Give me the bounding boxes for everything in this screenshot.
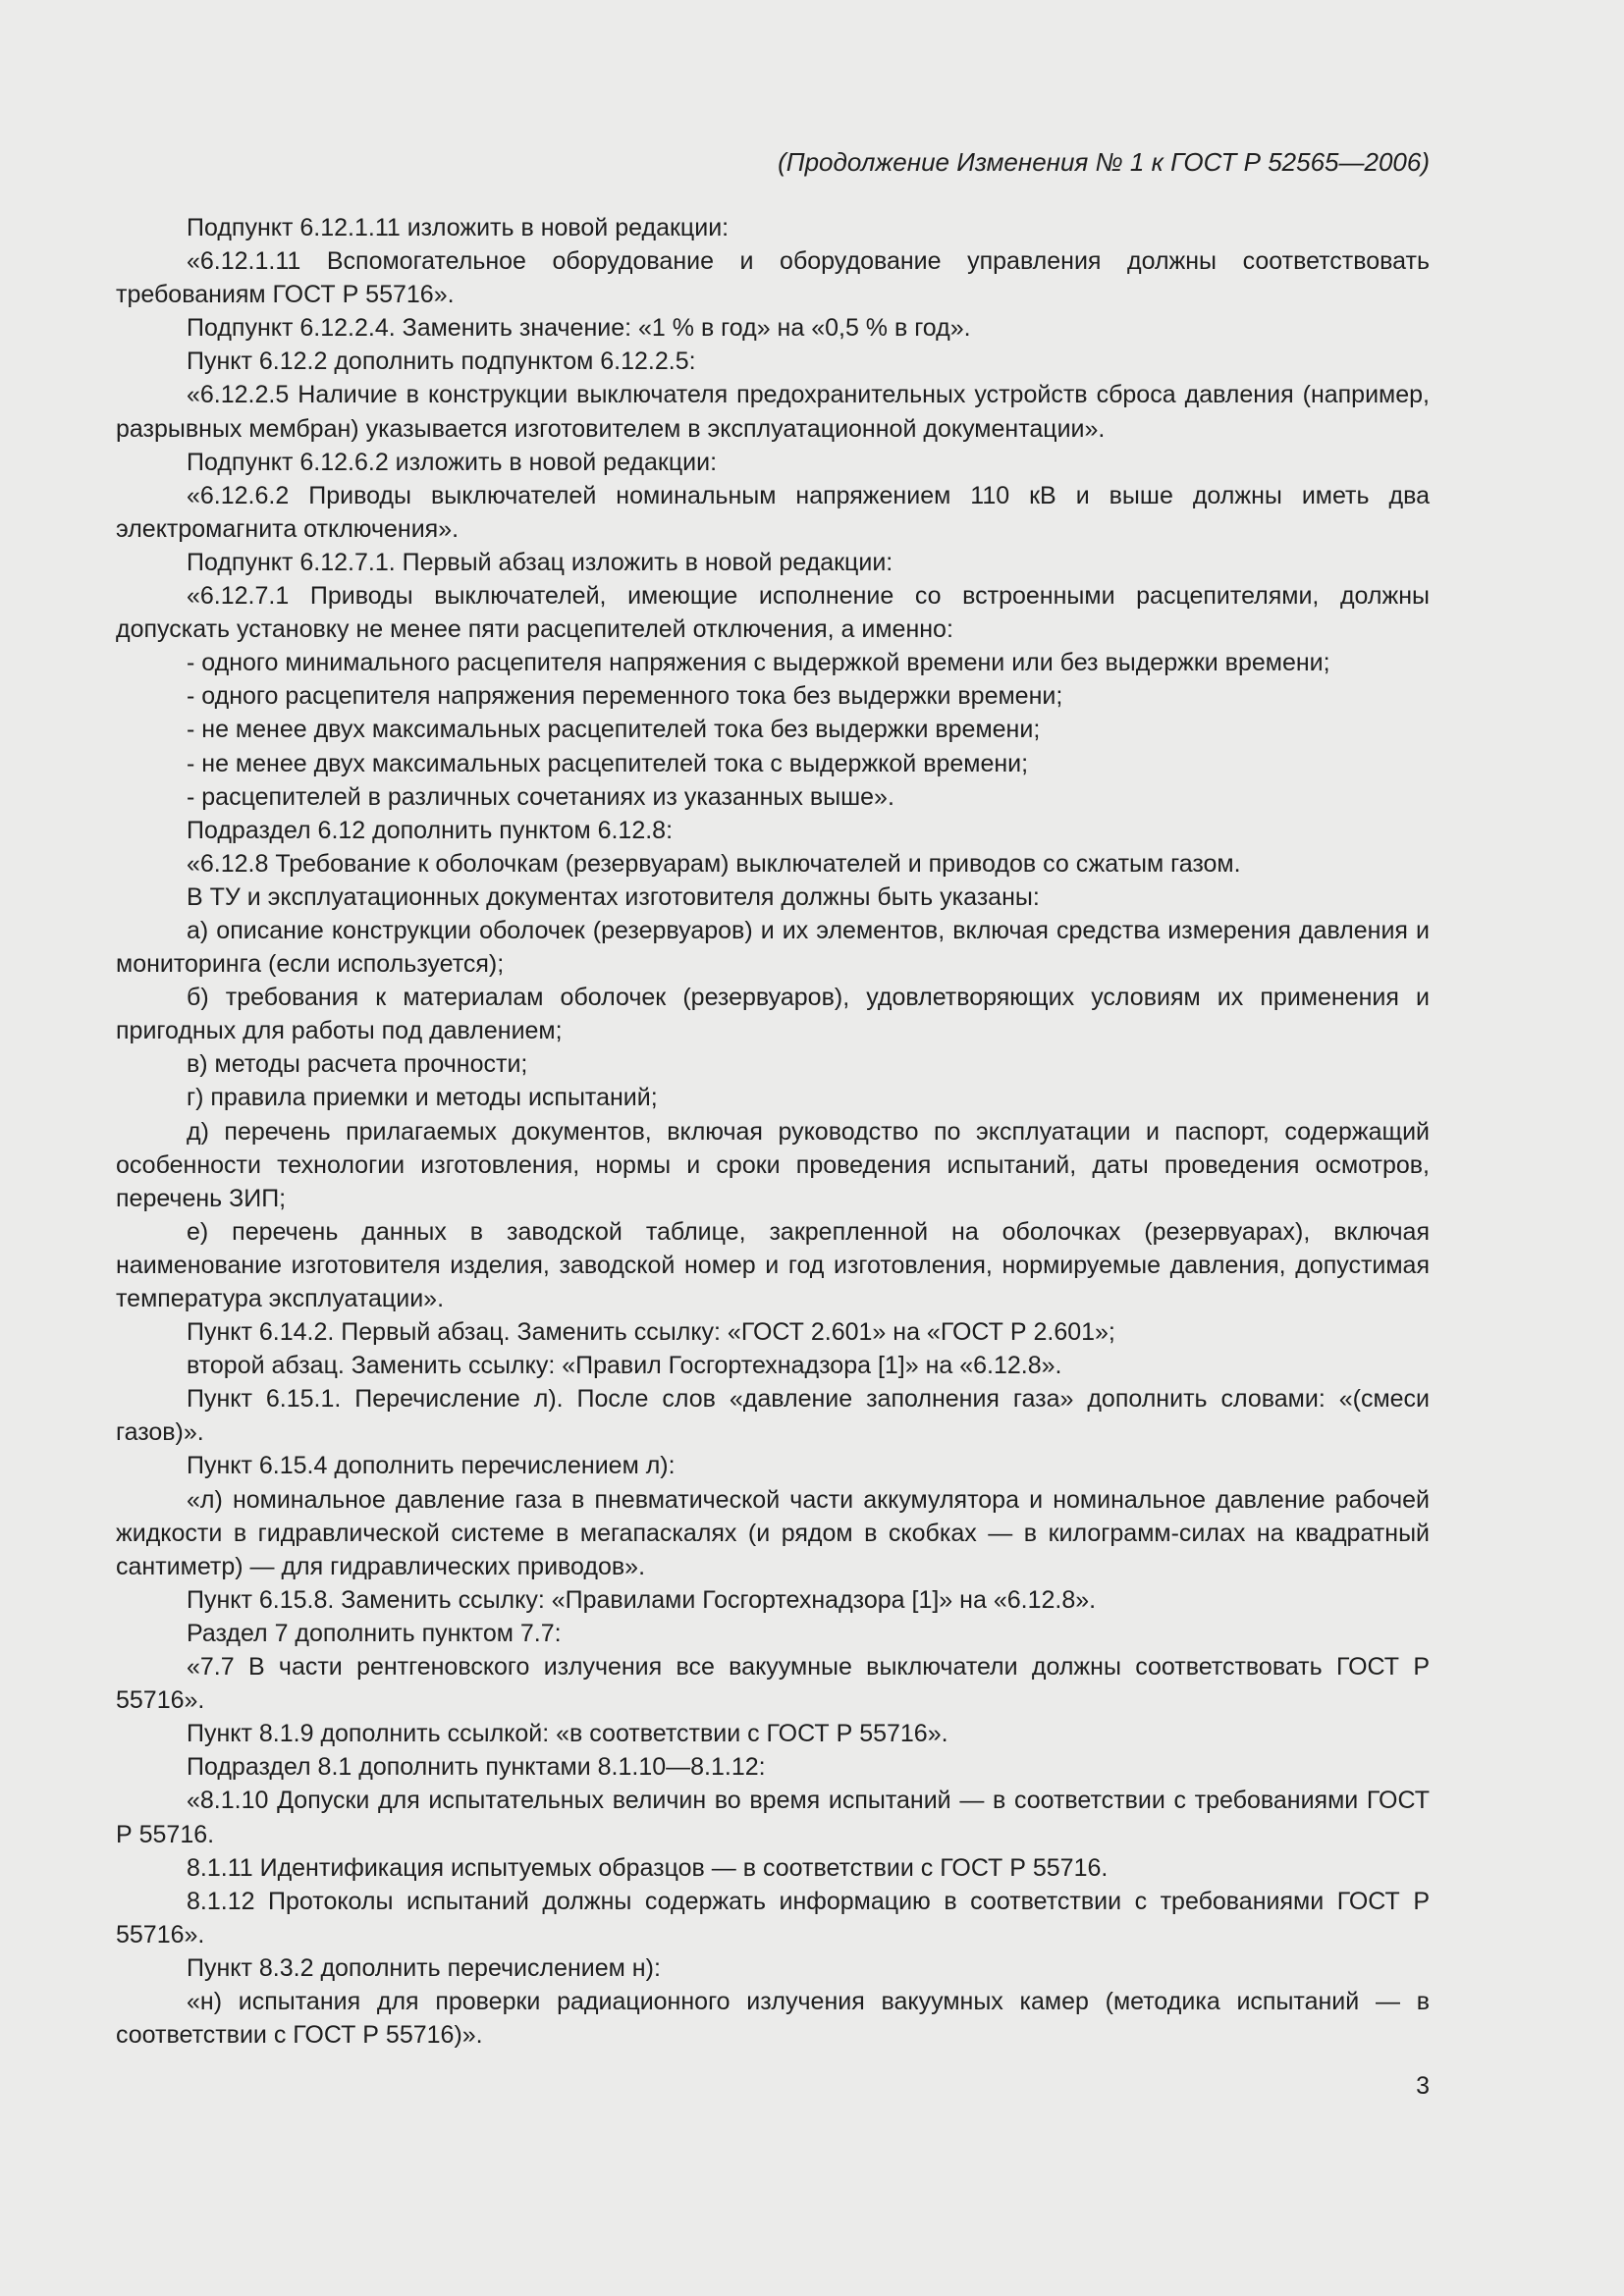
paragraph: Раздел 7 дополнить пунктом 7.7: bbox=[187, 1619, 562, 1647]
list-item: д) перечень прилагаемых документов, включая руководство по эксплуатации и паспорт, содержащий особенности технологии изготовления, нормы и сроки проведения испытаний, даты проведения осмотров, перечень ЗИП; bbox=[116, 1117, 1430, 1212]
paragraph: 8.1.12 Протоколы испытаний должны содержать информацию в соответствии с требованиями ГОСТ Р 55716». bbox=[116, 1887, 1430, 1949]
paragraph: Пункт 6.15.4 дополнить перечислением л): bbox=[187, 1452, 676, 1480]
paragraph: «7.7 В части рентгеновского излучения все вакуумные выключатели должны соответствовать ГОСТ Р 55716». bbox=[116, 1653, 1430, 1715]
paragraph: Пункт 6.15.8. Заменить ссылку: «Правилами Госгортехнадзора [1]» на «6.12.8». bbox=[187, 1585, 1097, 1614]
paragraph: 8.1.11 Идентификация испытуемых образцов — в соответствии с ГОСТ Р 55716. bbox=[187, 1853, 1109, 1882]
paragraph: Пункт 8.1.9 дополнить ссылкой: «в соответствии с ГОСТ Р 55716». bbox=[187, 1720, 948, 1748]
paragraph: «л) номинальное давление газа в пневматической части аккумулятора и номинальное давление рабочей жидкости в гидравлической системе в мегапаскалях (и рядом в скобках — в килограмм-силах на квадратный сантиметр) — для гидравлических приводов». bbox=[116, 1485, 1430, 1580]
paragraph: «н) испытания для проверки радиационного излучения вакуумных камер (методика испытаний — в соответствии с ГОСТ Р 55716)». bbox=[116, 1987, 1430, 2050]
list-item: - одного минимального расцепителя напряжения с выдержкой времени или без выдержки времени; bbox=[187, 649, 1330, 677]
list-item: б) требования к материалам оболочек (резервуаров), удовлетворяющих условиям их применения и пригодных для работы под давлением; bbox=[116, 984, 1430, 1045]
list-item: е) перечень данных в заводской таблице, закрепленной на оболочках (резервуарах), включая наименование изготовителя изделия, заводской номер и год изготовления, нормируемые давления, допустимая температура эксплуатации». bbox=[116, 1217, 1430, 1312]
list-item: а) описание конструкции оболочек (резервуаров) и их элементов, включая средства измерения давления и мониторинга (если используется); bbox=[116, 916, 1430, 979]
list-item: г) правила приемки и методы испытаний; bbox=[187, 1084, 658, 1112]
paragraph: «6.12.6.2 Приводы выключателей номинальным напряжением 110 кВ и выше должны иметь два электромагнита отключения». bbox=[116, 481, 1430, 543]
paragraph: Подраздел 8.1 дополнить пунктами 8.1.10—8.1.12: bbox=[187, 1753, 766, 1782]
list-item: - расцепителей в различных сочетаниях из указанных выше». bbox=[187, 782, 894, 811]
paragraph: второй абзац. Заменить ссылку: «Правил Госгортехнадзора [1]» на «6.12.8». bbox=[187, 1352, 1062, 1380]
paragraph: «6.12.1.11 Вспомогательное оборудование и оборудование управления должны соответствовать требованиям ГОСТ Р 55716». bbox=[116, 247, 1430, 309]
list-item: - одного расцепителя напряжения переменного тока без выдержки времени; bbox=[187, 682, 1063, 711]
header-note: (Продолжение Изменения № 1 к ГОСТ Р 52565—2006) bbox=[778, 147, 1430, 177]
list-item: в) методы расчета прочности; bbox=[187, 1050, 528, 1079]
paragraph: В ТУ и эксплуатационных документах изготовителя должны быть указаны: bbox=[187, 882, 1040, 911]
paragraph: Пункт 6.12.2 дополнить подпунктом 6.12.2.5: bbox=[187, 347, 696, 376]
paragraph: Подпункт 6.12.6.2 изложить в новой редакции: bbox=[187, 448, 718, 476]
paragraph: Пункт 6.14.2. Первый абзац. Заменить ссылку: «ГОСТ 2.601» на «ГОСТ Р 2.601»; bbox=[187, 1318, 1115, 1347]
page-number: 3 bbox=[1416, 2072, 1430, 2100]
paragraph: «6.12.7.1 Приводы выключателей, имеющие исполнение со встроенными расцепителями, должны допускать установку не менее пяти расцепителей отключения, а именно: bbox=[116, 582, 1430, 644]
list-item: - не менее двух максимальных расцепителей тока без выдержки времени; bbox=[187, 716, 1041, 744]
paragraph: Подраздел 6.12 дополнить пунктом 6.12.8: bbox=[187, 816, 674, 844]
document-body bbox=[116, 211, 1430, 2052]
paragraph: Подпункт 6.12.2.4. Заменить значение: «1 % в год» на «0,5 % в год». bbox=[187, 314, 971, 343]
paragraph: Пункт 6.15.1. Перечисление л). После слов «давление заполнения газа» дополнить словами: «(смеси газов)». bbox=[116, 1385, 1430, 1447]
paragraph: Подпункт 6.12.1.11 изложить в новой редакции: bbox=[187, 214, 730, 241]
paragraph: «6.12.8 Требование к оболочкам (резервуарам) выключателей и приводов со сжатым газом. bbox=[187, 849, 1241, 878]
paragraph: «8.1.10 Допуски для испытательных величин во время испытаний — в соответствии с требованиями ГОСТ Р 55716. bbox=[116, 1787, 1430, 1848]
paragraph: «6.12.2.5 Наличие в конструкции выключателя предохранительных устройств сброса давления (например, разрывных мембран) указывается изготовителем в эксплуатационной документации». bbox=[116, 381, 1430, 443]
list-item: - не менее двух максимальных расцепителей тока с выдержкой времени; bbox=[187, 749, 1029, 777]
paragraph: Пункт 8.3.2 дополнить перечислением н): bbox=[187, 1953, 661, 1982]
paragraph: Подпункт 6.12.7.1. Первый абзац изложить в новой редакции: bbox=[187, 548, 893, 576]
